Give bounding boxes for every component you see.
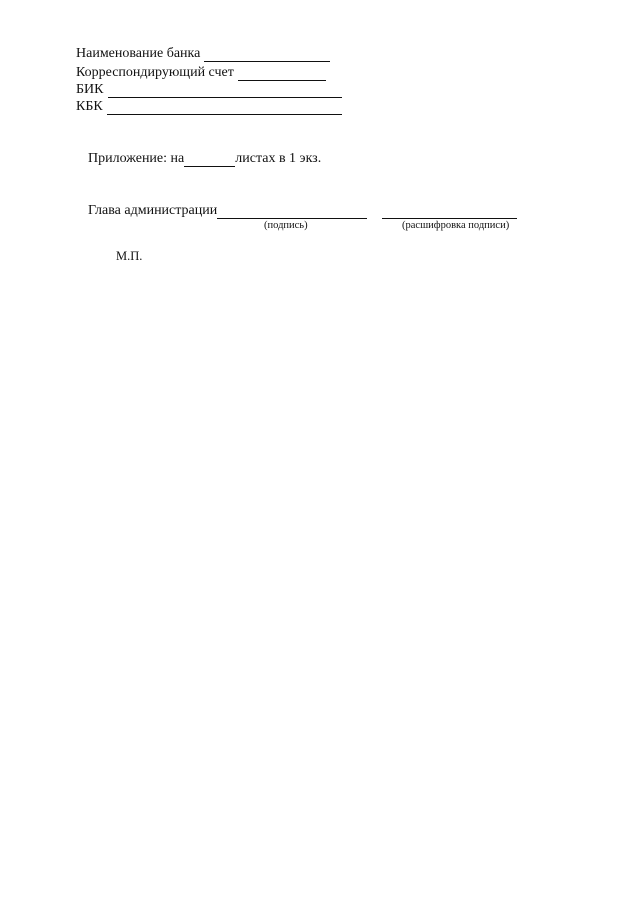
bik-label: БИК (76, 82, 104, 97)
decoding-blank (382, 206, 517, 219)
kbk-row (76, 99, 342, 115)
corr-account-label: Корреспондирующий счет (76, 65, 234, 80)
decoding-caption: (расшифровка подписи) (402, 220, 510, 231)
kbk-label: КБК (76, 99, 103, 114)
bik-row (76, 82, 342, 98)
attachment-suffix: листах в 1 экз. (235, 151, 322, 166)
bank-name-row (76, 46, 330, 62)
corr-account-blank (238, 68, 326, 81)
head-label: Глава администрации (88, 203, 218, 218)
corr-account-row (76, 65, 326, 81)
kbk-blank (107, 102, 342, 115)
signature-blank (217, 206, 367, 219)
bank-name-blank (204, 49, 330, 62)
stamp-label: М.П. (116, 249, 143, 263)
bik-blank (108, 85, 342, 98)
attachment-row (88, 151, 321, 167)
attachment-sheets-blank (184, 154, 235, 167)
signature-caption: (подпись) (264, 220, 308, 231)
signature-row (88, 203, 517, 219)
attachment-prefix: Приложение: на (88, 151, 185, 166)
bank-name-label: Наименование банка (76, 46, 201, 61)
